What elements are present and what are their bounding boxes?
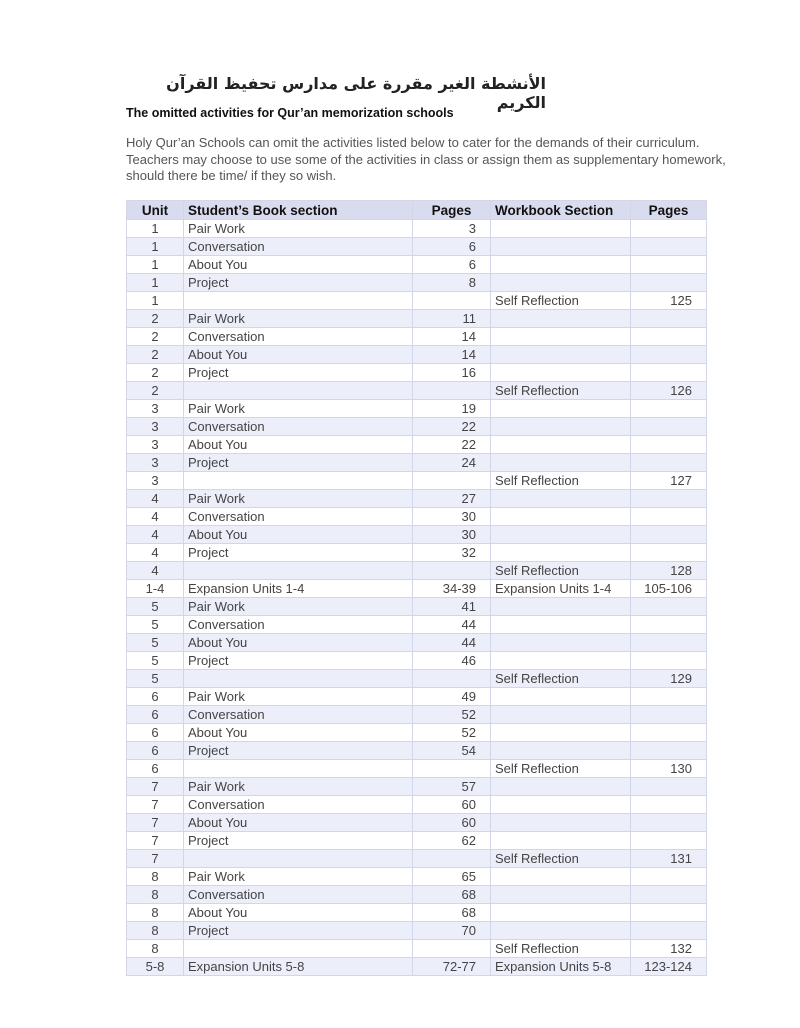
table-row <box>127 904 707 922</box>
table-row <box>127 778 707 796</box>
cell-wb-section <box>491 652 631 670</box>
cell-unit: 3 <box>127 472 184 490</box>
cell-wb-pages <box>631 490 707 508</box>
table-row <box>127 796 707 814</box>
cell-sb-pages: 32 <box>413 544 491 562</box>
cell-sb-section: Conversation <box>184 418 413 436</box>
cell-wb-section: Expansion Units 1-4 <box>491 580 631 598</box>
cell-wb-section: Self Reflection <box>491 760 631 778</box>
cell-wb-pages: 129 <box>631 670 707 688</box>
cell-wb-section <box>491 238 631 256</box>
cell-wb-section <box>491 634 631 652</box>
cell-wb-section <box>491 724 631 742</box>
cell-wb-section <box>491 346 631 364</box>
cell-unit: 8 <box>127 940 184 958</box>
table-row <box>127 652 707 670</box>
table-row <box>127 238 707 256</box>
cell-wb-section <box>491 454 631 472</box>
cell-sb-section: Project <box>184 652 413 670</box>
arabic-title: الأنشطة الغير مقررة على مدارس تحفيظ القرآن الكريم <box>166 74 546 112</box>
table-row <box>127 724 707 742</box>
table-row <box>127 742 707 760</box>
cell-wb-pages: 126 <box>631 382 707 400</box>
cell-wb-section <box>491 778 631 796</box>
cell-unit: 3 <box>127 454 184 472</box>
cell-sb-section: Pair Work <box>184 868 413 886</box>
cell-wb-section <box>491 526 631 544</box>
cell-wb-pages <box>631 796 707 814</box>
cell-wb-section: Self Reflection <box>491 382 631 400</box>
cell-sb-pages: 8 <box>413 274 491 292</box>
cell-sb-pages: 30 <box>413 508 491 526</box>
intro-line: Teachers may choose to use some of the activities in class or assign them as supplementary homework, <box>126 151 726 167</box>
cell-sb-pages: 16 <box>413 364 491 382</box>
table-row <box>127 868 707 886</box>
table-row <box>127 922 707 940</box>
cell-sb-section: Project <box>184 742 413 760</box>
cell-unit: 2 <box>127 382 184 400</box>
cell-unit: 1 <box>127 220 184 238</box>
table-row <box>127 490 707 508</box>
table-row <box>127 526 707 544</box>
table-row <box>127 562 707 580</box>
cell-sb-section: Pair Work <box>184 310 413 328</box>
cell-wb-pages <box>631 310 707 328</box>
cell-sb-section <box>184 382 413 400</box>
cell-wb-section <box>491 436 631 454</box>
table-row <box>127 688 707 706</box>
table-row <box>127 472 707 490</box>
cell-unit: 8 <box>127 868 184 886</box>
cell-wb-pages: 128 <box>631 562 707 580</box>
cell-wb-section <box>491 418 631 436</box>
cell-sb-pages <box>413 940 491 958</box>
cell-unit: 2 <box>127 310 184 328</box>
cell-wb-pages <box>631 346 707 364</box>
cell-wb-pages <box>631 220 707 238</box>
cell-sb-pages: 60 <box>413 796 491 814</box>
cell-wb-pages <box>631 616 707 634</box>
cell-sb-section <box>184 760 413 778</box>
cell-sb-section: About You <box>184 814 413 832</box>
cell-sb-section: Pair Work <box>184 490 413 508</box>
cell-wb-pages <box>631 328 707 346</box>
cell-sb-pages: 14 <box>413 328 491 346</box>
cell-sb-pages: 24 <box>413 454 491 472</box>
cell-sb-pages: 52 <box>413 706 491 724</box>
table-row <box>127 382 707 400</box>
cell-sb-pages: 57 <box>413 778 491 796</box>
cell-wb-section <box>491 490 631 508</box>
cell-unit: 1 <box>127 274 184 292</box>
cell-sb-section: Project <box>184 454 413 472</box>
cell-sb-pages: 65 <box>413 868 491 886</box>
table-row <box>127 310 707 328</box>
table-row <box>127 832 707 850</box>
cell-sb-section: About You <box>184 256 413 274</box>
cell-sb-section <box>184 670 413 688</box>
cell-wb-pages: 125 <box>631 292 707 310</box>
cell-wb-section <box>491 688 631 706</box>
intro-paragraph <box>126 135 726 185</box>
table-row <box>127 706 707 724</box>
cell-sb-section: Project <box>184 274 413 292</box>
cell-sb-pages <box>413 292 491 310</box>
cell-unit: 5 <box>127 616 184 634</box>
intro-line: should there be time/ if they so wish. <box>126 168 337 183</box>
cell-wb-pages <box>631 256 707 274</box>
cell-sb-section: Conversation <box>184 796 413 814</box>
cell-sb-pages: 54 <box>413 742 491 760</box>
cell-sb-pages: 49 <box>413 688 491 706</box>
cell-unit: 8 <box>127 904 184 922</box>
cell-sb-section: Conversation <box>184 706 413 724</box>
cell-wb-pages <box>631 904 707 922</box>
cell-sb-pages: 11 <box>413 310 491 328</box>
cell-sb-section: Project <box>184 544 413 562</box>
cell-wb-pages: 130 <box>631 760 707 778</box>
cell-wb-section <box>491 328 631 346</box>
cell-wb-pages <box>631 400 707 418</box>
cell-wb-section: Expansion Units 5-8 <box>491 958 631 976</box>
table-row <box>127 220 707 238</box>
cell-wb-pages <box>631 598 707 616</box>
cell-sb-pages: 34-39 <box>413 580 491 598</box>
cell-sb-pages: 62 <box>413 832 491 850</box>
cell-wb-section <box>491 616 631 634</box>
cell-sb-pages: 46 <box>413 652 491 670</box>
cell-unit: 5-8 <box>127 958 184 976</box>
table-row <box>127 364 707 382</box>
cell-wb-section: Self Reflection <box>491 292 631 310</box>
table-row <box>127 940 707 958</box>
cell-sb-pages <box>413 850 491 868</box>
cell-unit: 5 <box>127 634 184 652</box>
cell-wb-pages: 123-124 <box>631 958 707 976</box>
cell-wb-section <box>491 220 631 238</box>
cell-wb-section <box>491 814 631 832</box>
cell-unit: 3 <box>127 400 184 418</box>
cell-sb-section <box>184 472 413 490</box>
cell-unit: 5 <box>127 598 184 616</box>
cell-unit: 6 <box>127 688 184 706</box>
cell-wb-section <box>491 742 631 760</box>
cell-wb-pages <box>631 724 707 742</box>
cell-wb-section <box>491 706 631 724</box>
cell-sb-section: About You <box>184 634 413 652</box>
cell-unit: 8 <box>127 922 184 940</box>
omitted-activities-table <box>126 200 707 976</box>
cell-unit: 4 <box>127 490 184 508</box>
cell-sb-pages <box>413 670 491 688</box>
cell-unit: 1 <box>127 292 184 310</box>
cell-wb-pages <box>631 652 707 670</box>
cell-wb-pages <box>631 706 707 724</box>
cell-wb-pages <box>631 886 707 904</box>
cell-sb-section: Expansion Units 1-4 <box>184 580 413 598</box>
cell-wb-pages <box>631 238 707 256</box>
col-header-wb-section: Workbook Section <box>491 201 631 220</box>
cell-sb-section: About You <box>184 526 413 544</box>
table-row <box>127 580 707 598</box>
cell-sb-section: Pair Work <box>184 778 413 796</box>
cell-sb-section: Conversation <box>184 616 413 634</box>
cell-wb-pages: 132 <box>631 940 707 958</box>
cell-unit: 7 <box>127 850 184 868</box>
cell-wb-pages <box>631 634 707 652</box>
cell-unit: 7 <box>127 814 184 832</box>
cell-wb-pages <box>631 274 707 292</box>
cell-wb-section <box>491 544 631 562</box>
cell-sb-section: Conversation <box>184 886 413 904</box>
table-row <box>127 958 707 976</box>
cell-wb-section <box>491 886 631 904</box>
cell-unit: 5 <box>127 652 184 670</box>
cell-wb-pages: 127 <box>631 472 707 490</box>
table-row <box>127 292 707 310</box>
cell-unit: 3 <box>127 436 184 454</box>
cell-wb-section: Self Reflection <box>491 472 631 490</box>
cell-sb-section <box>184 292 413 310</box>
table-row <box>127 760 707 778</box>
cell-wb-pages <box>631 868 707 886</box>
cell-wb-pages <box>631 814 707 832</box>
cell-wb-section <box>491 256 631 274</box>
cell-wb-section: Self Reflection <box>491 562 631 580</box>
cell-sb-section: Pair Work <box>184 220 413 238</box>
table-row <box>127 436 707 454</box>
cell-wb-section: Self Reflection <box>491 940 631 958</box>
table-row <box>127 400 707 418</box>
cell-wb-section <box>491 922 631 940</box>
cell-unit: 4 <box>127 508 184 526</box>
cell-unit: 6 <box>127 706 184 724</box>
cell-unit: 6 <box>127 760 184 778</box>
cell-sb-section: Conversation <box>184 238 413 256</box>
cell-sb-pages: 6 <box>413 238 491 256</box>
table-row <box>127 670 707 688</box>
cell-wb-pages: 131 <box>631 850 707 868</box>
cell-unit: 6 <box>127 742 184 760</box>
cell-wb-section <box>491 310 631 328</box>
table-row <box>127 634 707 652</box>
cell-unit: 2 <box>127 364 184 382</box>
cell-sb-pages: 52 <box>413 724 491 742</box>
cell-sb-section: Project <box>184 832 413 850</box>
cell-sb-section: Pair Work <box>184 400 413 418</box>
cell-sb-pages: 44 <box>413 634 491 652</box>
cell-wb-pages <box>631 688 707 706</box>
cell-wb-section <box>491 904 631 922</box>
cell-sb-pages <box>413 562 491 580</box>
cell-sb-section <box>184 562 413 580</box>
page-title: The omitted activities for Qur’an memorization schools <box>126 106 454 120</box>
cell-sb-section <box>184 940 413 958</box>
cell-unit: 2 <box>127 346 184 364</box>
table-row <box>127 814 707 832</box>
cell-sb-pages: 68 <box>413 904 491 922</box>
cell-unit: 1 <box>127 256 184 274</box>
cell-unit: 7 <box>127 832 184 850</box>
cell-wb-section <box>491 796 631 814</box>
cell-sb-section: About You <box>184 904 413 922</box>
cell-sb-pages: 22 <box>413 418 491 436</box>
cell-sb-section <box>184 850 413 868</box>
table-header-row <box>127 201 707 220</box>
cell-wb-section <box>491 868 631 886</box>
cell-unit: 1-4 <box>127 580 184 598</box>
cell-sb-pages: 68 <box>413 886 491 904</box>
table-row <box>127 346 707 364</box>
cell-unit: 8 <box>127 886 184 904</box>
cell-wb-section <box>491 508 631 526</box>
cell-sb-section: Project <box>184 364 413 382</box>
cell-wb-pages <box>631 418 707 436</box>
cell-sb-section: About You <box>184 346 413 364</box>
cell-sb-pages: 22 <box>413 436 491 454</box>
table-row <box>127 850 707 868</box>
cell-unit: 7 <box>127 778 184 796</box>
cell-unit: 1 <box>127 238 184 256</box>
cell-sb-pages: 44 <box>413 616 491 634</box>
cell-wb-section <box>491 274 631 292</box>
cell-sb-section: Conversation <box>184 328 413 346</box>
table-row <box>127 544 707 562</box>
table-row <box>127 328 707 346</box>
cell-unit: 7 <box>127 796 184 814</box>
cell-unit: 4 <box>127 544 184 562</box>
cell-wb-pages <box>631 778 707 796</box>
col-header-sb-pages: Pages <box>413 201 491 220</box>
cell-wb-section: Self Reflection <box>491 670 631 688</box>
intro-line: Holy Qur’an Schools can omit the activities listed below to cater for the demands of their curriculum. <box>126 135 700 150</box>
cell-wb-pages: 105-106 <box>631 580 707 598</box>
cell-wb-section <box>491 832 631 850</box>
col-header-sb-section: Student’s Book section <box>184 201 413 220</box>
cell-wb-pages <box>631 742 707 760</box>
table-row <box>127 508 707 526</box>
cell-sb-section: Expansion Units 5-8 <box>184 958 413 976</box>
cell-wb-section <box>491 598 631 616</box>
cell-unit: 2 <box>127 328 184 346</box>
cell-sb-pages <box>413 760 491 778</box>
table-row <box>127 418 707 436</box>
cell-unit: 4 <box>127 562 184 580</box>
cell-wb-pages <box>631 508 707 526</box>
cell-sb-pages: 6 <box>413 256 491 274</box>
cell-sb-section: About You <box>184 436 413 454</box>
cell-sb-pages: 41 <box>413 598 491 616</box>
cell-unit: 5 <box>127 670 184 688</box>
table-row <box>127 886 707 904</box>
cell-sb-section: Pair Work <box>184 598 413 616</box>
cell-wb-pages <box>631 436 707 454</box>
cell-sb-section: Project <box>184 922 413 940</box>
table-row <box>127 616 707 634</box>
cell-wb-section <box>491 400 631 418</box>
cell-wb-section: Self Reflection <box>491 850 631 868</box>
cell-sb-pages: 60 <box>413 814 491 832</box>
cell-wb-pages <box>631 526 707 544</box>
cell-sb-pages: 3 <box>413 220 491 238</box>
cell-wb-pages <box>631 832 707 850</box>
table-row <box>127 454 707 472</box>
cell-wb-section <box>491 364 631 382</box>
cell-wb-pages <box>631 454 707 472</box>
cell-sb-pages: 19 <box>413 400 491 418</box>
cell-unit: 6 <box>127 724 184 742</box>
cell-wb-pages <box>631 364 707 382</box>
cell-sb-section: About You <box>184 724 413 742</box>
cell-sb-pages <box>413 472 491 490</box>
cell-sb-pages: 30 <box>413 526 491 544</box>
cell-unit: 3 <box>127 418 184 436</box>
cell-sb-section: Conversation <box>184 508 413 526</box>
cell-sb-pages: 14 <box>413 346 491 364</box>
cell-sb-pages <box>413 382 491 400</box>
cell-sb-section: Pair Work <box>184 688 413 706</box>
cell-unit: 4 <box>127 526 184 544</box>
cell-sb-pages: 27 <box>413 490 491 508</box>
cell-sb-pages: 72-77 <box>413 958 491 976</box>
table-row <box>127 598 707 616</box>
cell-wb-pages <box>631 922 707 940</box>
table-row <box>127 256 707 274</box>
table-body <box>127 220 707 976</box>
cell-wb-pages <box>631 544 707 562</box>
table-row <box>127 274 707 292</box>
col-header-unit: Unit <box>127 201 184 220</box>
col-header-wb-pages: Pages <box>631 201 707 220</box>
cell-sb-pages: 70 <box>413 922 491 940</box>
